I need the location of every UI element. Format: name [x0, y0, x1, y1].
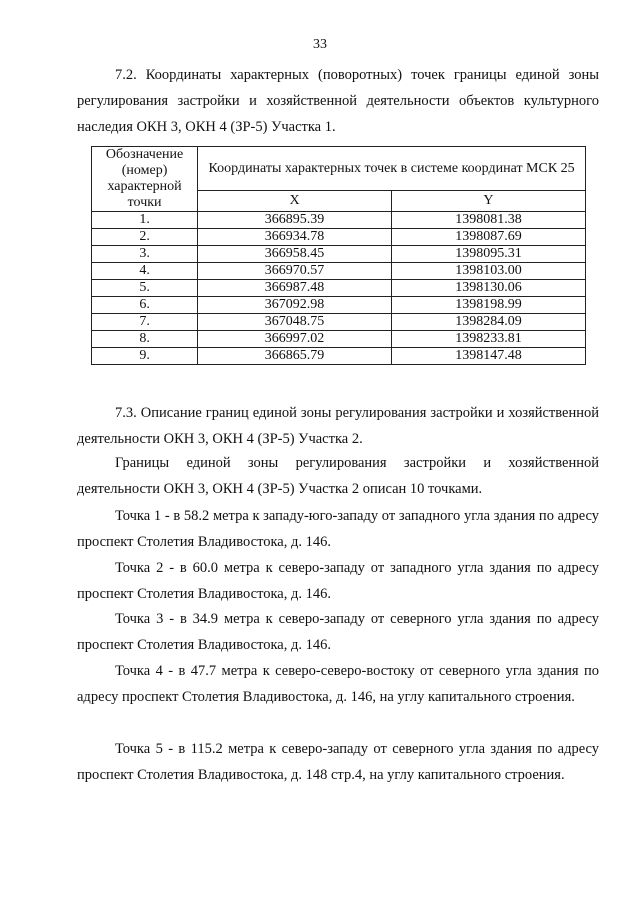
- coord-y: 1398233.81: [391, 331, 585, 348]
- section-7-3-heading: 7.3. Описание границ единой зоны регулирования застройки и хозяйственной деятельности ОКН 3, ОКН 4 (ЗР-5) Участка 2.: [77, 405, 599, 447]
- table-header-row: [92, 147, 586, 191]
- coord-x: 367048.75: [198, 314, 392, 331]
- coord-y: 1398147.48: [391, 348, 585, 365]
- point-2-description: Точка 2 - в 60.0 метра к северо-западу от западного угла здания по адресу проспект Столетия Владивостока, д. 146.: [77, 560, 599, 602]
- coord-y: 1398095.31: [391, 246, 585, 263]
- table-row: [92, 246, 586, 263]
- table-row: [92, 263, 586, 280]
- section-7-2-heading: 7.2. Координаты характерных (поворотных) точек границы единой зоны регулирования застройки и хозяйственной деятельности объектов культурного наследия ОКН 3, ОКН 4 (ЗР-5) Участка 1.: [77, 67, 599, 135]
- point-number: 4.: [92, 263, 198, 280]
- point-5-description: Точка 5 - в 115.2 метра к северо-западу от северного угла здания по адресу проспект Столетия Владивостока, д. 148 стр.4, на углу капитального строения.: [77, 741, 599, 783]
- table-row: [92, 314, 586, 331]
- header-x: X: [198, 191, 392, 212]
- coord-x: 366934.78: [198, 229, 392, 246]
- point-number: 6.: [92, 297, 198, 314]
- page-number: 33: [313, 37, 327, 52]
- coord-y: 1398103.00: [391, 263, 585, 280]
- coord-y: 1398081.38: [391, 212, 585, 229]
- coord-x: 366865.79: [198, 348, 392, 365]
- header-y: Y: [391, 191, 585, 212]
- point-number: 8.: [92, 331, 198, 348]
- point-number: 9.: [92, 348, 198, 365]
- coord-y: 1398284.09: [391, 314, 585, 331]
- coord-x: 366958.45: [198, 246, 392, 263]
- point-3-description: Точка 3 - в 34.9 метра к северо-западу от северного угла здания по адресу проспект Столетия Владивостока, д. 146.: [77, 611, 599, 653]
- table-row: [92, 297, 586, 314]
- coordinates-table: [91, 146, 586, 365]
- table-row: [92, 280, 586, 297]
- point-number: 7.: [92, 314, 198, 331]
- table-row: [92, 229, 586, 246]
- coord-x: 366895.39: [198, 212, 392, 229]
- point-number: 5.: [92, 280, 198, 297]
- header-coordinate-system: Координаты характерных точек в системе координат МСК 25: [198, 147, 586, 191]
- coord-y: 1398130.06: [391, 280, 585, 297]
- coord-x: 366970.57: [198, 263, 392, 280]
- coord-x: 366987.48: [198, 280, 392, 297]
- point-number: 3.: [92, 246, 198, 263]
- coord-y: 1398198.99: [391, 297, 585, 314]
- point-4-description: Точка 4 - в 47.7 метра к северо-северо-востоку от северного угла здания по адресу проспект Столетия Владивостока, д. 146, на углу капитального строения.: [77, 663, 599, 705]
- header-designation: Обозначение (номер) характерной точки: [92, 147, 198, 212]
- point-number: 2.: [92, 229, 198, 246]
- point-number: 1.: [92, 212, 198, 229]
- coord-x: 367092.98: [198, 297, 392, 314]
- table-row: [92, 348, 586, 365]
- table-row: [92, 212, 586, 229]
- section-7-3-intro: Границы единой зоны регулирования застройки и хозяйственной деятельности ОКН 3, ОКН 4 (ЗР-5) Участка 2 описан 10 точками.: [77, 455, 599, 497]
- coord-y: 1398087.69: [391, 229, 585, 246]
- table-row: [92, 331, 586, 348]
- point-1-description: Точка 1 - в 58.2 метра к западу-юго-западу от западного угла здания по адресу проспект Столетия Владивостока, д. 146.: [77, 508, 599, 550]
- coord-x: 366997.02: [198, 331, 392, 348]
